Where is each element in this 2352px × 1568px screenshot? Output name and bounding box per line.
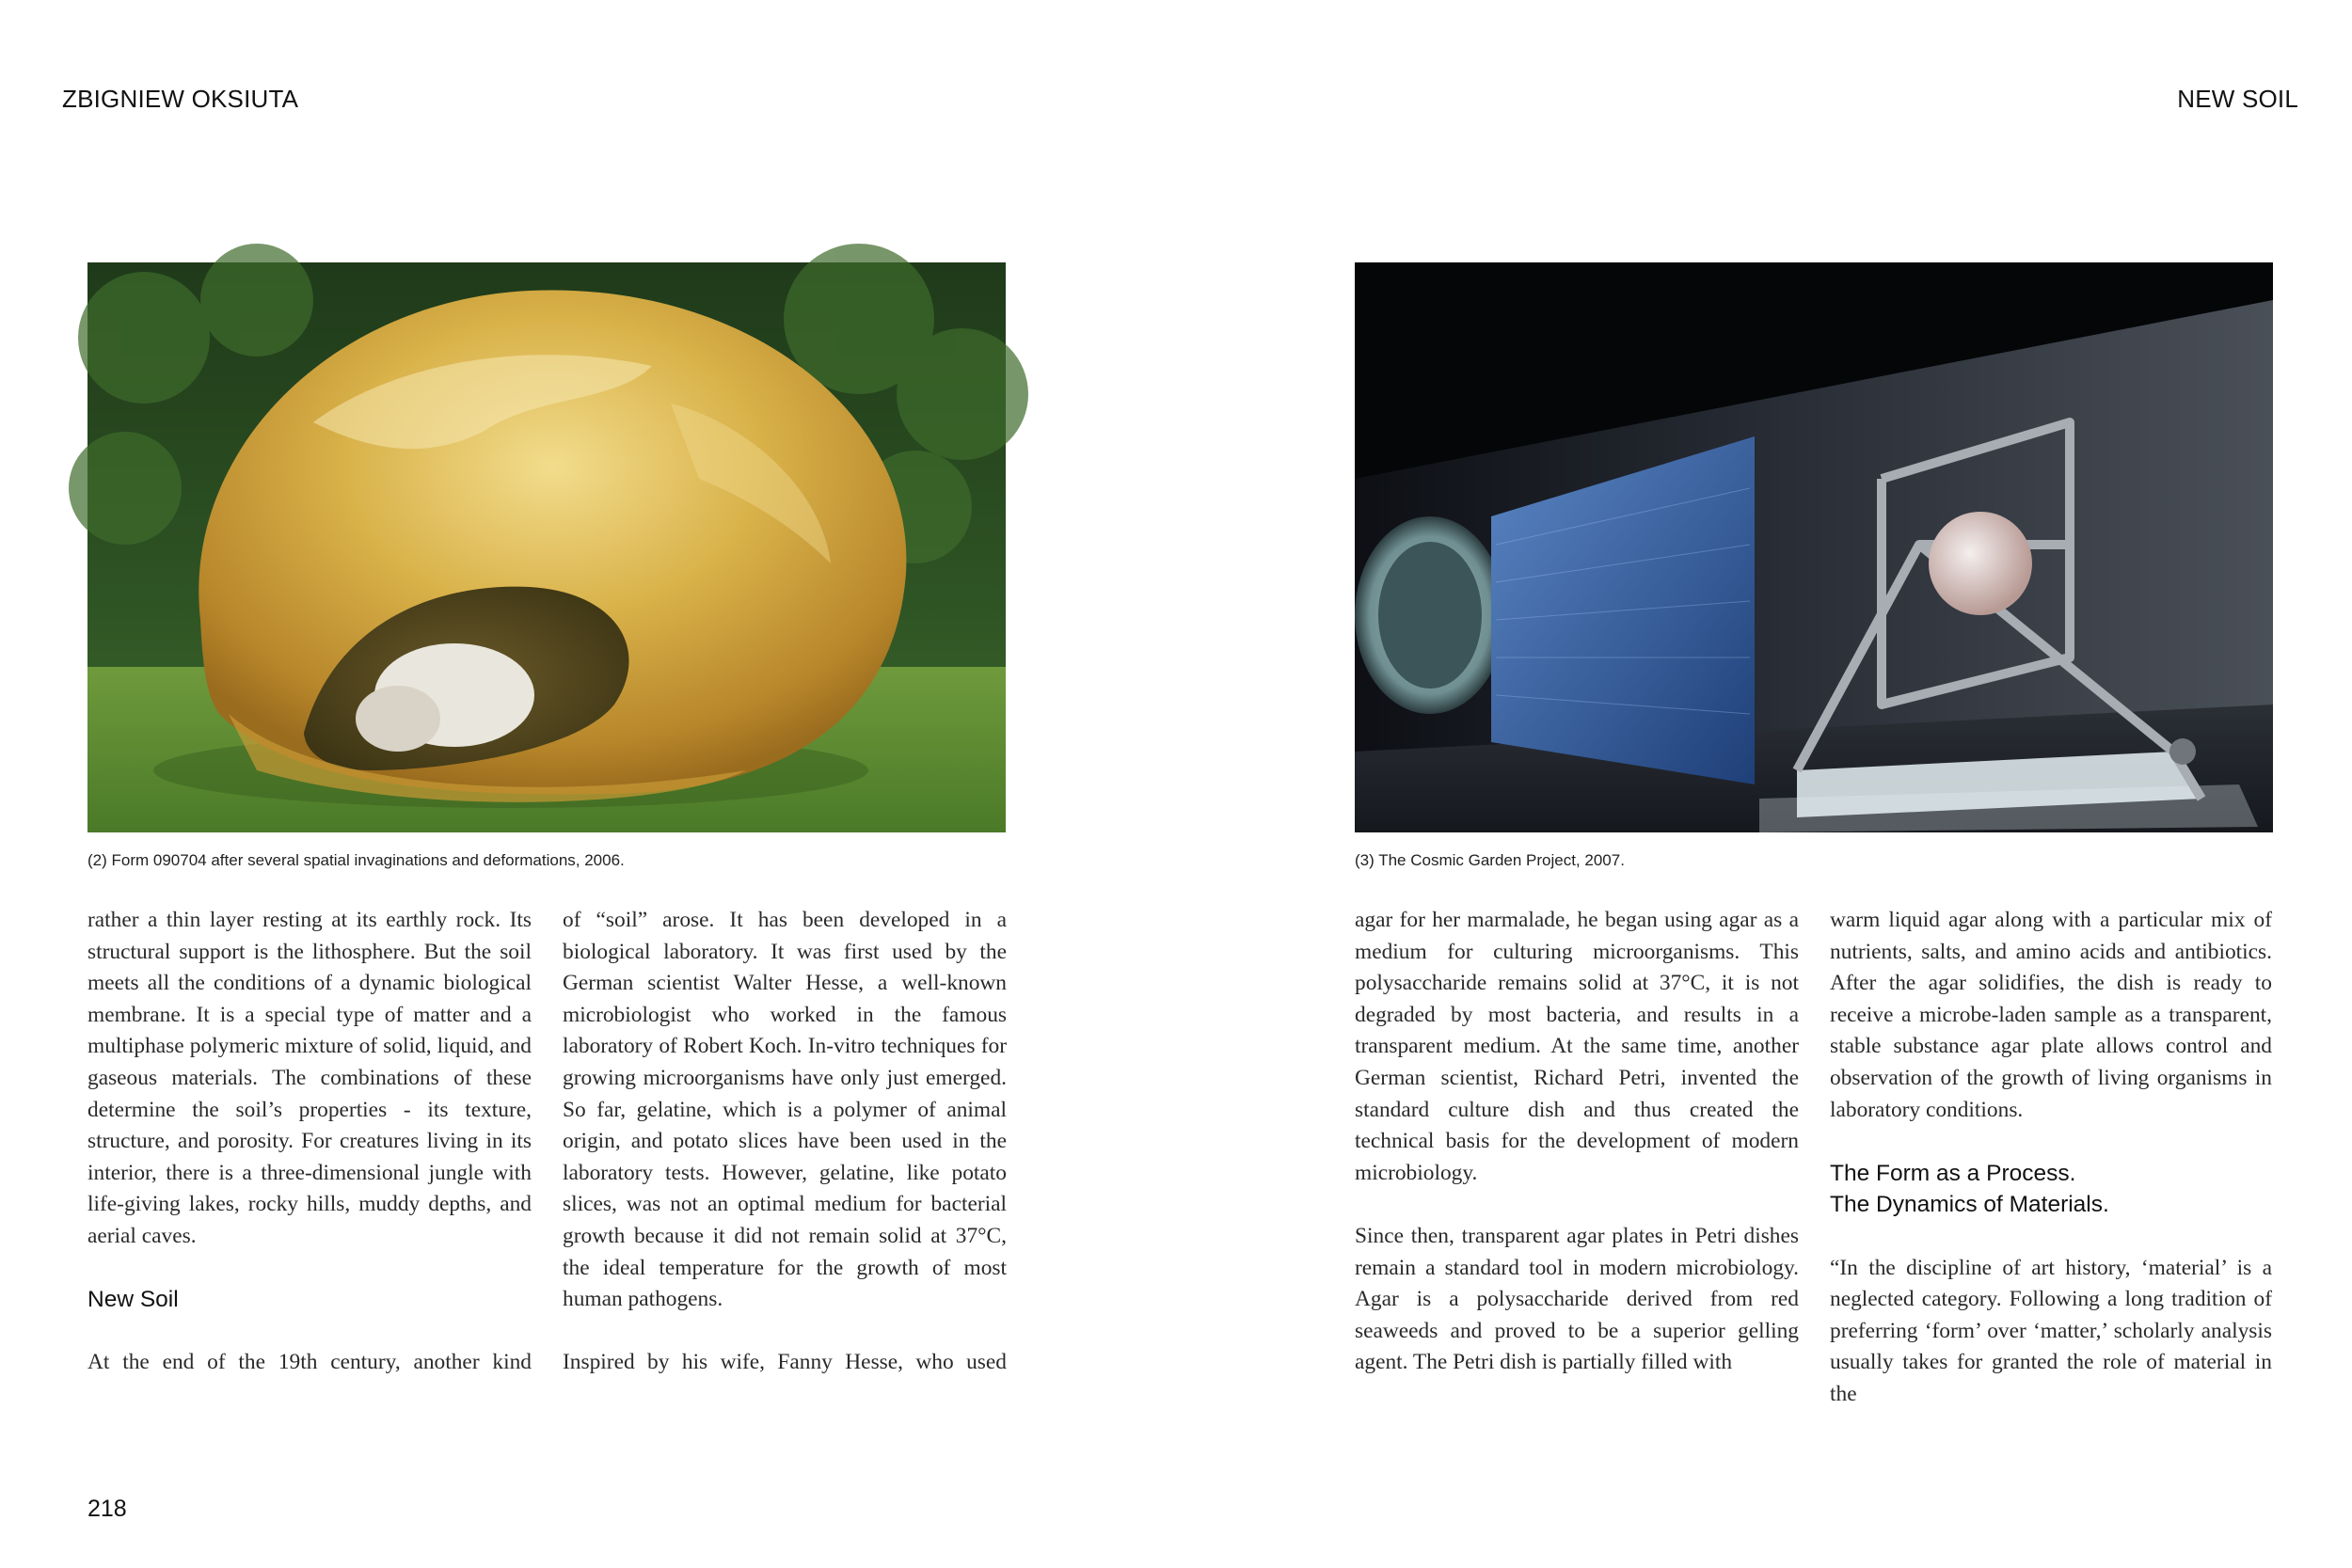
body-paragraph: “In the discipline of art history, ‘material’ is a neglected category. Following a long tradition of preferring ‘form’ over ‘matter,’ scholarly analysis usually takes for granted the role of material in the xyxy=(1830,1255,2272,1406)
text-column xyxy=(87,905,532,1385)
body-paragraph: agar for her marmalade, he began using agar as a medium for culturing microorganisms. This polysaccharide remains solid at 37°C, it is not degraded by most bacteria, and results in a transparent medium. At the same time, another German scientist, Richard Petri, invented the standard culture dish and thus created the technical basis for the development of modern microbiology. xyxy=(1355,908,1799,1185)
text-column xyxy=(1830,905,2272,1406)
body-paragraph: rather a thin layer resting at its earthly rock. Its structural support is the lithosphere. But the soil meets all the conditions of a dynamic biological membrane. It is a special type of matter and a multiphase polymeric mixture of solid, liquid, and gaseous materials. The combinations of these determine the soil’s properties - its texture, structure, and porosity. For creatures living in its interior, there is a three-dimensional jungle with life-giving lakes, rocky hills, muddy depths, and aerial caves. xyxy=(87,908,532,1248)
running-header-title: NEW SOIL xyxy=(2177,85,2298,113)
body-paragraph: of “soil” arose. It has been developed in a biological laboratory. It was first used by the German scientist Walter Hesse, a well-known microbiologist who worked in the famous laboratory of Robert Koch. In-vitro techniques for growing microorganisms have only just emerged. So far, gelatine, which is a polymer of animal origin, and potato slices have been used in the laboratory tests. However, gelatine, like potato slices, was not an optimal medium for bacterial growth because it did not remain solid at 37°C, the ideal temperature for the growth of most human pathogens. xyxy=(563,908,1007,1312)
figure-form-090704-photo xyxy=(87,262,1006,832)
figure-cosmic-garden-photo xyxy=(1355,262,2273,832)
page-number: 218 xyxy=(87,1496,127,1522)
body-paragraph: Since then, transparent agar plates in Petri dishes remain a standard tool in modern microbiology. Agar is a polysaccharide derived from red seaweeds and proved to be a superior gelling agent. The Petri dish is partially filled with xyxy=(1355,1223,1799,1375)
section-heading xyxy=(1830,1158,2272,1221)
section-heading-line: The Form as a Process. xyxy=(1830,1160,2076,1186)
body-paragraph: Inspired by his wife, Fanny Hesse, who used xyxy=(563,1350,1007,1375)
section-heading: New Soil xyxy=(87,1287,179,1313)
figure-caption: (2) Form 090704 after several spatial invaginations and deformations, 2006. xyxy=(87,851,625,869)
running-header-author: ZBIGNIEW OKSIUTA xyxy=(62,85,299,113)
section-heading-line: The Dynamics of Materials. xyxy=(1830,1192,2109,1218)
body-paragraph: At the end of the 19th century, another kind xyxy=(87,1350,532,1375)
body-paragraph: warm liquid agar along with a particular mix of nutrients, salts, and amino acids and antibiotics. After the agar solidifies, the dish is ready to receive a microbe-laden sample as a transparent, stable substance agar plate allows control and observation of the growth of living organisms in laboratory conditions. xyxy=(1830,908,2272,1122)
text-column xyxy=(1355,905,1799,1385)
figure-caption: (3) The Cosmic Garden Project, 2007. xyxy=(1355,851,1625,869)
text-column xyxy=(563,905,1007,1385)
